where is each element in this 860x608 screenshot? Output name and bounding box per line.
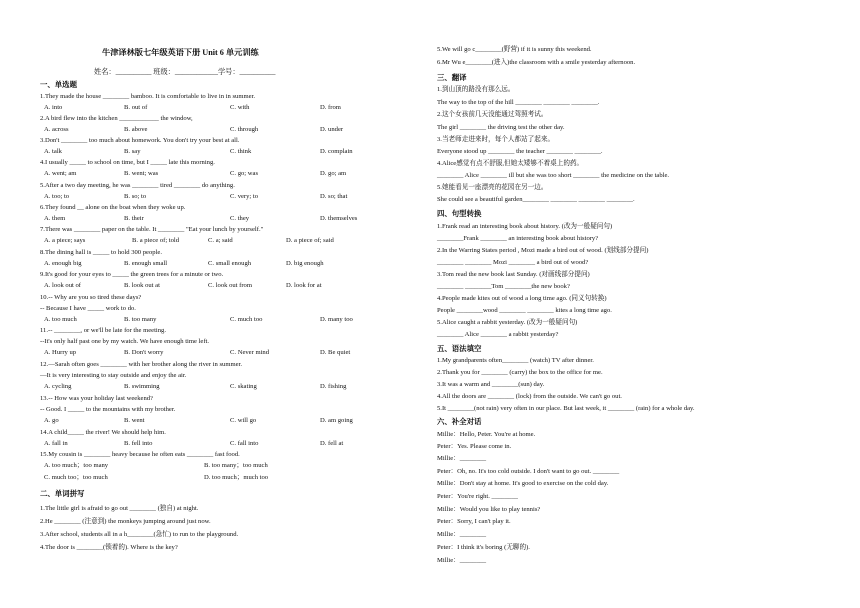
option-a: A. Hurry up [44,349,77,356]
transform-4: 4.People made kites out of wood a long time ago. (同义句转换) [437,295,607,302]
option-b: B. look out at [124,282,160,289]
option-d: D. complain [320,148,353,155]
option-d: D. fell at [320,440,344,447]
option-c: C. through [230,126,259,133]
question-12-line-1: 12.—Sarah often goes ________ with her brother along the river in summer. [40,361,242,368]
option-d: D. Be quiet [320,349,351,356]
question-5: 5.After a two day meeting, he was ________ tired ________ do anything. [40,182,235,189]
question-13-line-1: 13.-- How was your holiday last weekend? [40,395,153,402]
option-a: A. look out of [44,282,81,289]
transform-4-answer: People ________wood ________ ________ kites a long time ago. [437,307,612,314]
option-b: B. say [124,148,141,155]
option-b: B. enough small [124,260,168,267]
option-a: A. them [44,215,66,222]
question-3: 3.Don't ________ too much about homework. You don't try your best at all. [40,137,240,144]
translation-4-english: ________ Alice ________ ill but she was too short ________ the medicine on the table. [437,172,670,179]
question-11-line-2: --It's only half past one by my watch. We have enough time left. [40,338,209,345]
spelling-3: 3.After school, students all in a h________(急忙) to run to the playground. [40,531,239,538]
question-13-line-2: -- Good. I _____ to the mountains with my brother. [40,406,176,413]
transform-1-answer: ________Frank ________ an interesting book about history? [437,235,599,242]
option-b: B. their [124,215,144,222]
option-b: B. above [124,126,148,133]
dialogue-line: Millie：________ [437,557,487,564]
question-7: 7.There was ________ paper on the table. It ________ "Eat your lunch by yourself." [40,226,264,233]
option-d: D. look for at [286,282,322,289]
question-9: 9.It's good for your eyes to _____ the green trees for a minute or two. [40,271,224,278]
spelling-5: 5.We will go c________(野营) if it is sunny this weekend. [437,46,592,53]
translation-5-english: She could see a beautiful garden________ ________ ________ ________. [437,196,635,203]
option-a: A. across [44,126,69,133]
page-title: 牛津译林版七年级英语下册 Unit 6 单元训练 [102,48,259,57]
option-a: A. too much [44,316,77,323]
option-d: D. big enough [286,260,324,267]
translation-1-english: The way to the top of the hill ________ ________ ________. [437,99,600,106]
question-11-line-1: 11.-- ________, or we'll be late for the meeting. [40,327,167,334]
dialogue-line: Peter：Sorry, I can't play it. [437,518,511,525]
question-2: 2.A bird flew into the kitchen ____________ the window, [40,115,193,122]
grammar-4: 4.All the doors are ________ (lock) from the outside. We can't go out. [437,393,622,400]
transform-2: 2.In the Warring States period , Mozi made a bird out of wood. (划线部分提问) [437,247,649,254]
option-a: A. fall in [44,440,68,447]
option-a: A. go [44,417,59,424]
option-c: C. go; was [230,170,259,177]
section-heading-grammar-fill: 五、语法填空 [437,344,482,353]
option-c: C. they [230,215,250,222]
transform-5: 5.Alice caught a rabbit yesterday. (改为一般疑问句) [437,319,578,326]
option-d: D. from [320,104,341,111]
option-d: D. many too [320,316,353,323]
transform-2-answer: ________ ________ Mozi ________ a bird out of wood? [437,259,589,266]
option-b: B. too many [124,316,157,323]
spelling-2: 2.He ________ (注意到) the monkeys jumping around just now. [40,518,211,525]
option-b: B. fell into [124,440,153,447]
translation-3-english: Everyone stood up ________ the teacher ________ ________. [437,148,603,155]
question-14: 14.A child_____ the river! We should help him. [40,429,166,436]
option-c: C. will go [230,417,257,424]
option-b: B. so; to [124,193,147,200]
dialogue-line: Millie：Hello, Peter. You're at home. [437,431,536,438]
question-1: 1.They made the house ________ bamboo. It is comfortable to live in in summer. [40,93,255,100]
option-a: A. talk [44,148,62,155]
spelling-4: 4.The door is ________(锁着的). Where is the key? [40,544,178,551]
dialogue-line: Peter：I think it's boring (无聊的). [437,544,530,551]
option-d: D. themselves [320,215,358,222]
dialogue-line: Peter：You're right. ________ [437,493,518,500]
translation-3-chinese: 3.当老师走进来时，每个人都站了起来。 [437,136,555,143]
question-12-line-2: —It is very interesting to stay outside and enjoy the air. [40,372,187,379]
option-b: B. a piece of; told [132,237,180,244]
option-c: C. much too；too much [44,474,108,481]
option-a: A. enough big [44,260,82,267]
student-info-line: 姓名：__________ 班级：____________学号：__________ [94,68,276,76]
grammar-3: 3.It was a warm and ________(sun) day. [437,381,545,388]
option-c: C. fall into [230,440,259,447]
section-heading-single-choice: 一、单选题 [40,80,77,89]
translation-2-english: The girl ________ the driving test the other day. [437,124,565,131]
option-d: D. fishing [320,383,347,390]
section-heading-dialogue: 六、补全对话 [437,417,482,426]
option-c: C. very; to [230,193,259,200]
dialogue-line: Millie：Don't stay at home. It's good to exercise on the cold day. [437,480,609,487]
dialogue-line: Peter：Oh, no. It's too cold outside. I don't want to go out. ________ [437,468,620,475]
translation-2-chinese: 2.这个女孩前几天没能通过驾照考试。 [437,111,548,118]
question-8: 8.The dining hall is _____ to hold 300 people. [40,249,162,256]
option-a: A. a piece; says [44,237,86,244]
option-b: B. Don't worry [124,349,164,356]
dialogue-line: Millie：Would you like to play tennis? [437,506,541,513]
option-b: B. too many；too much [204,462,268,469]
transform-3-answer: ________ ________Tom ________the new book? [437,283,570,290]
section-heading-sentence-transform: 四、句型转换 [437,209,482,218]
option-a: A. cycling [44,383,72,390]
option-c: C. small enough [208,260,252,267]
option-c: C. look out from [208,282,252,289]
section-heading-spelling: 二、单词拼写 [40,489,85,498]
dialogue-line: Millie：________ [437,531,487,538]
option-a: A. into [44,104,63,111]
dialogue-line: Peter：Yes. Please come in. [437,443,512,450]
spelling-1: 1.The little girl is afraid to go out ________ (独自) at night. [40,505,199,512]
option-c: C. Never mind [230,349,270,356]
option-b: B. swimming [124,383,160,390]
option-c: C. with [230,104,250,111]
option-c: C. think [230,148,252,155]
transform-1: 1.Frank read an interesting book about history. (改为一般疑问句) [437,223,613,230]
question-15: 15.My cousin is ________ heavy because he often eats ________ fast food. [40,451,240,458]
option-d: D. so; that [320,193,348,200]
option-c: C. much too [230,316,263,323]
section-heading-translation: 三、翻译 [437,73,467,82]
translation-1-chinese: 1.到山顶的路没有那么远。 [437,86,515,93]
grammar-1: 1.My grandparents often________ (watch) TV after dinner. [437,357,594,364]
option-d: D. am going [320,417,353,424]
option-b: B. went [124,417,145,424]
translation-5-chinese: 5.她能看见一座漂亮的花园在另一边。 [437,184,548,191]
option-c: C. a; said [208,237,233,244]
option-d: D. under [320,126,344,133]
grammar-2: 2.Thank you for ________ (carry) the box to the office for me. [437,369,603,376]
option-d: D. a piece of; said [286,237,334,244]
option-d: D. too much；much too [204,474,269,481]
dialogue-line: Millie：________ [437,455,487,462]
translation-4-chinese: 4.Alice感觉有点不舒服,但她太矮够不着桌上的药。 [437,160,584,167]
question-10-line-1: 10.-- Why are you so tired these days? [40,294,142,301]
transform-3: 3.Tom read the new book last Sunday. (对画线部分提问) [437,271,590,278]
option-d: D. go; am [320,170,347,177]
grammar-5: 5.It ________(not rain) very often in our place. But last week, it ________ (rain) for a whole day. [437,405,695,412]
transform-5-answer: ________ Alice ________ a rabbit yesterday? [437,331,559,338]
option-a: A. too; to [44,193,70,200]
question-6: 6.They found __ alone on the boat when they woke up. [40,204,186,211]
question-4: 4.I usually _____ to school on time, but I _____ late this morning. [40,159,215,166]
option-a: A. too much；too many [44,462,109,469]
option-b: B. out of [124,104,148,111]
option-c: C. skating [230,383,257,390]
option-a: A. went; am [44,170,77,177]
question-10-line-2: -- Because I have _____ work to do. [40,305,136,312]
option-b: B. went; was [124,170,159,177]
spelling-6: 6.Mr Wu e________(进入)the classroom with a smile yesterday afternoon. [437,59,636,66]
